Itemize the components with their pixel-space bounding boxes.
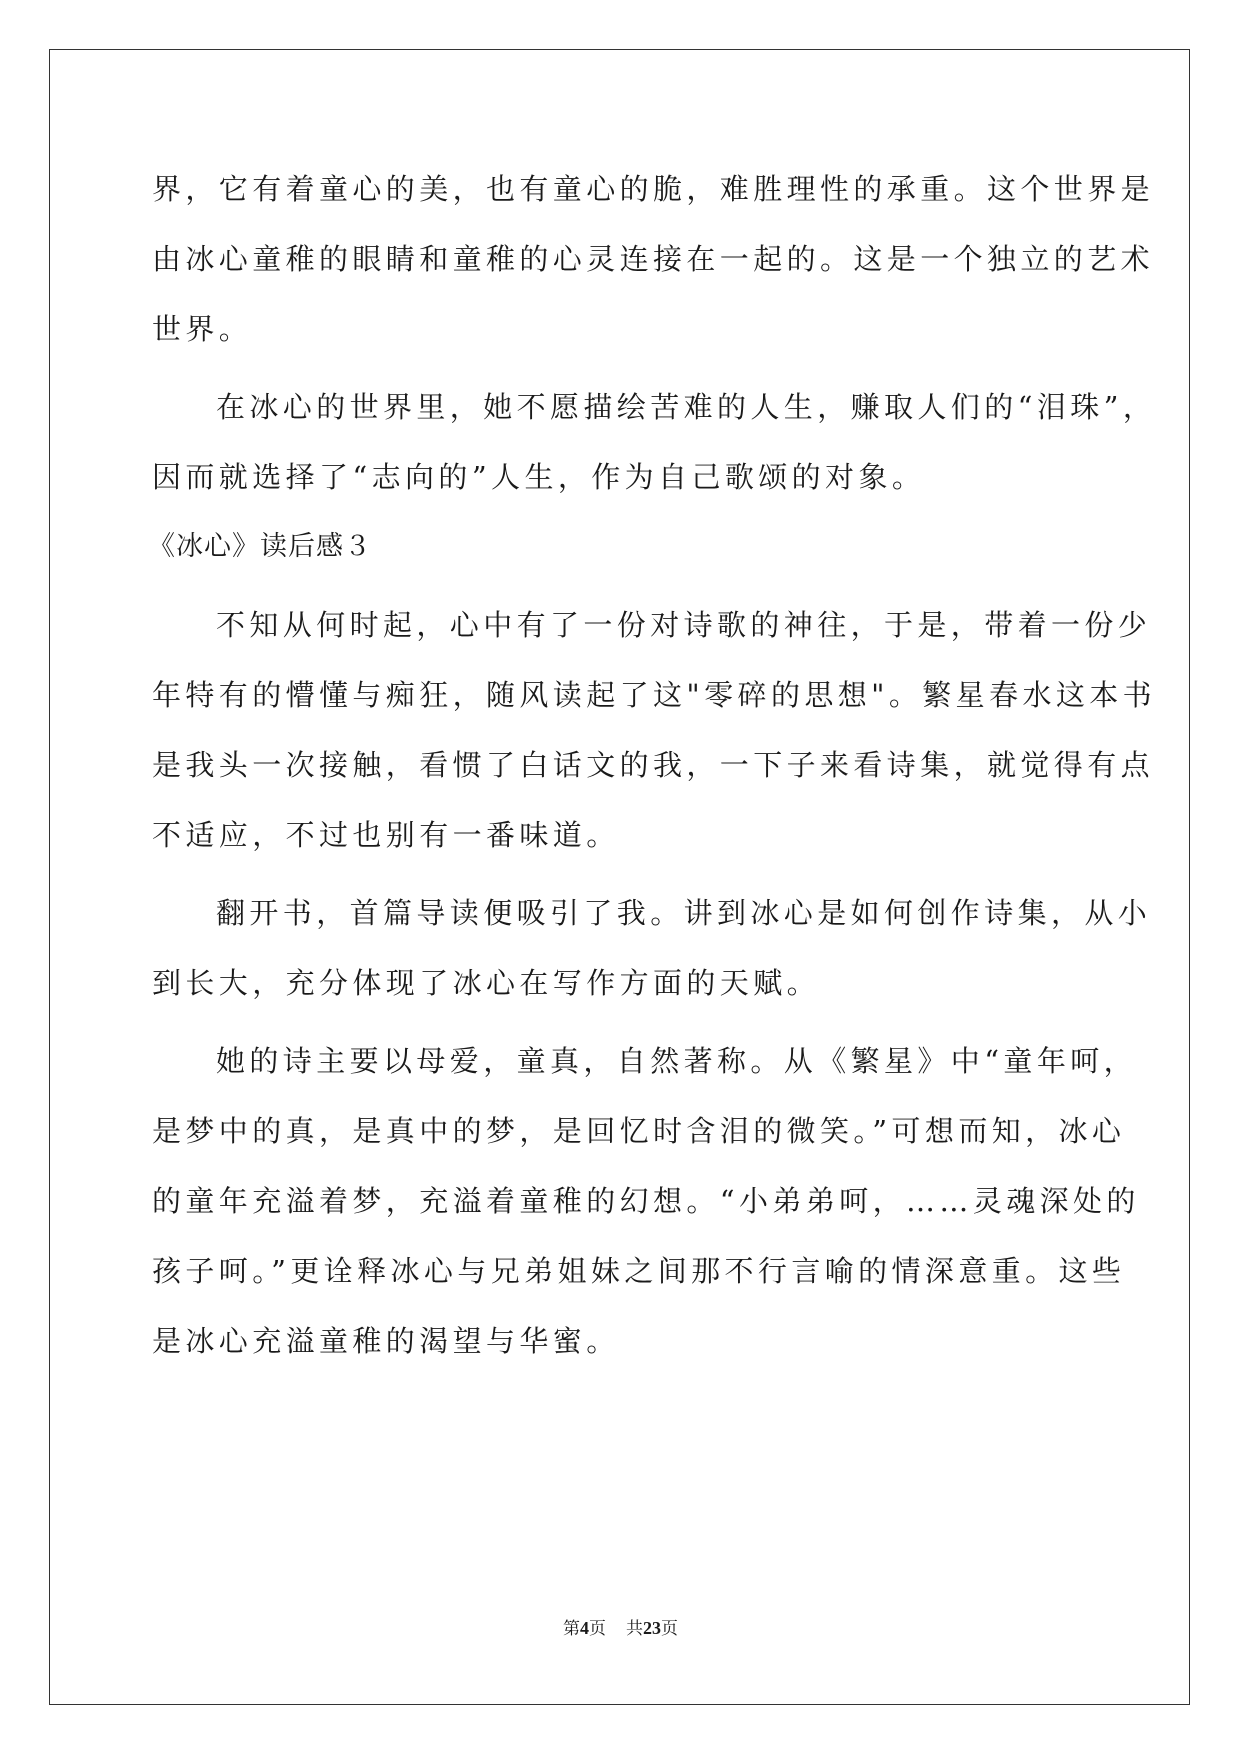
- page-number: 4: [580, 1618, 589, 1638]
- paragraph-line: 翻开书，首篇导读便吸引了我。讲到冰心是如何创作诗集，从小: [216, 896, 1152, 930]
- page-prefix: 第: [563, 1619, 580, 1639]
- paragraph-line: 是梦中的真，是真中的梦，是回忆时含泪的微笑。”可想而知，冰心: [152, 1114, 1126, 1148]
- paragraph-line: 由冰心童稚的眼睛和童稚的心灵连接在一起的。这是一个独立的艺术: [152, 242, 1155, 276]
- section-heading: 《冰心》读后感３: [148, 531, 372, 562]
- paragraph-line: 界，它有着童心的美，也有童心的脆，难胜理性的承重。这个世界是: [152, 172, 1155, 206]
- paragraph-line: 在冰心的世界里，她不愿描绘苦难的人生，赚取人们的“泪珠”，: [216, 390, 1157, 424]
- total-prefix: 共: [626, 1619, 643, 1639]
- paragraph-line: 世界。: [152, 312, 253, 346]
- document-body: [148, 160, 1157, 1370]
- paragraph-line: 年特有的懵懂与痴狂，随风读起了这"零碎的思想"。繁星春水这本书: [152, 678, 1157, 712]
- paragraph-line: 是我头一次接触，看惯了白话文的我，一下子来看诗集，就觉得有点: [152, 748, 1155, 782]
- total-suffix: 页: [661, 1619, 678, 1639]
- total-pages: 23: [643, 1618, 661, 1638]
- page-suffix: 页: [589, 1619, 606, 1639]
- page-footer: [0, 1616, 1241, 1641]
- paragraph-line: 因而就选择了“志向的”人生，作为自己歌颂的对象。: [152, 460, 926, 494]
- paragraph-line: 到长大，充分体现了冰心在写作方面的天赋。: [152, 966, 821, 1000]
- paragraph-line: 是冰心充溢童稚的渴望与华蜜。: [152, 1324, 620, 1358]
- paragraph-line: 不适应，不过也别有一番味道。: [152, 818, 620, 852]
- paragraph-line: 她的诗主要以母爱，童真，自然著称。从《繁星》中“童年呵，: [216, 1044, 1138, 1078]
- paragraph-line: 孩子呵。”更诠释冰心与兄弟姐妹之间那不行言喻的情深意重。这些: [152, 1254, 1126, 1288]
- paragraph-line: 不知从何时起，心中有了一份对诗歌的神往，于是，带着一份少: [216, 608, 1152, 642]
- paragraph-line: 的童年充溢着梦，充溢着童稚的幻想。“小弟弟呵，……灵魂深处的: [152, 1184, 1140, 1218]
